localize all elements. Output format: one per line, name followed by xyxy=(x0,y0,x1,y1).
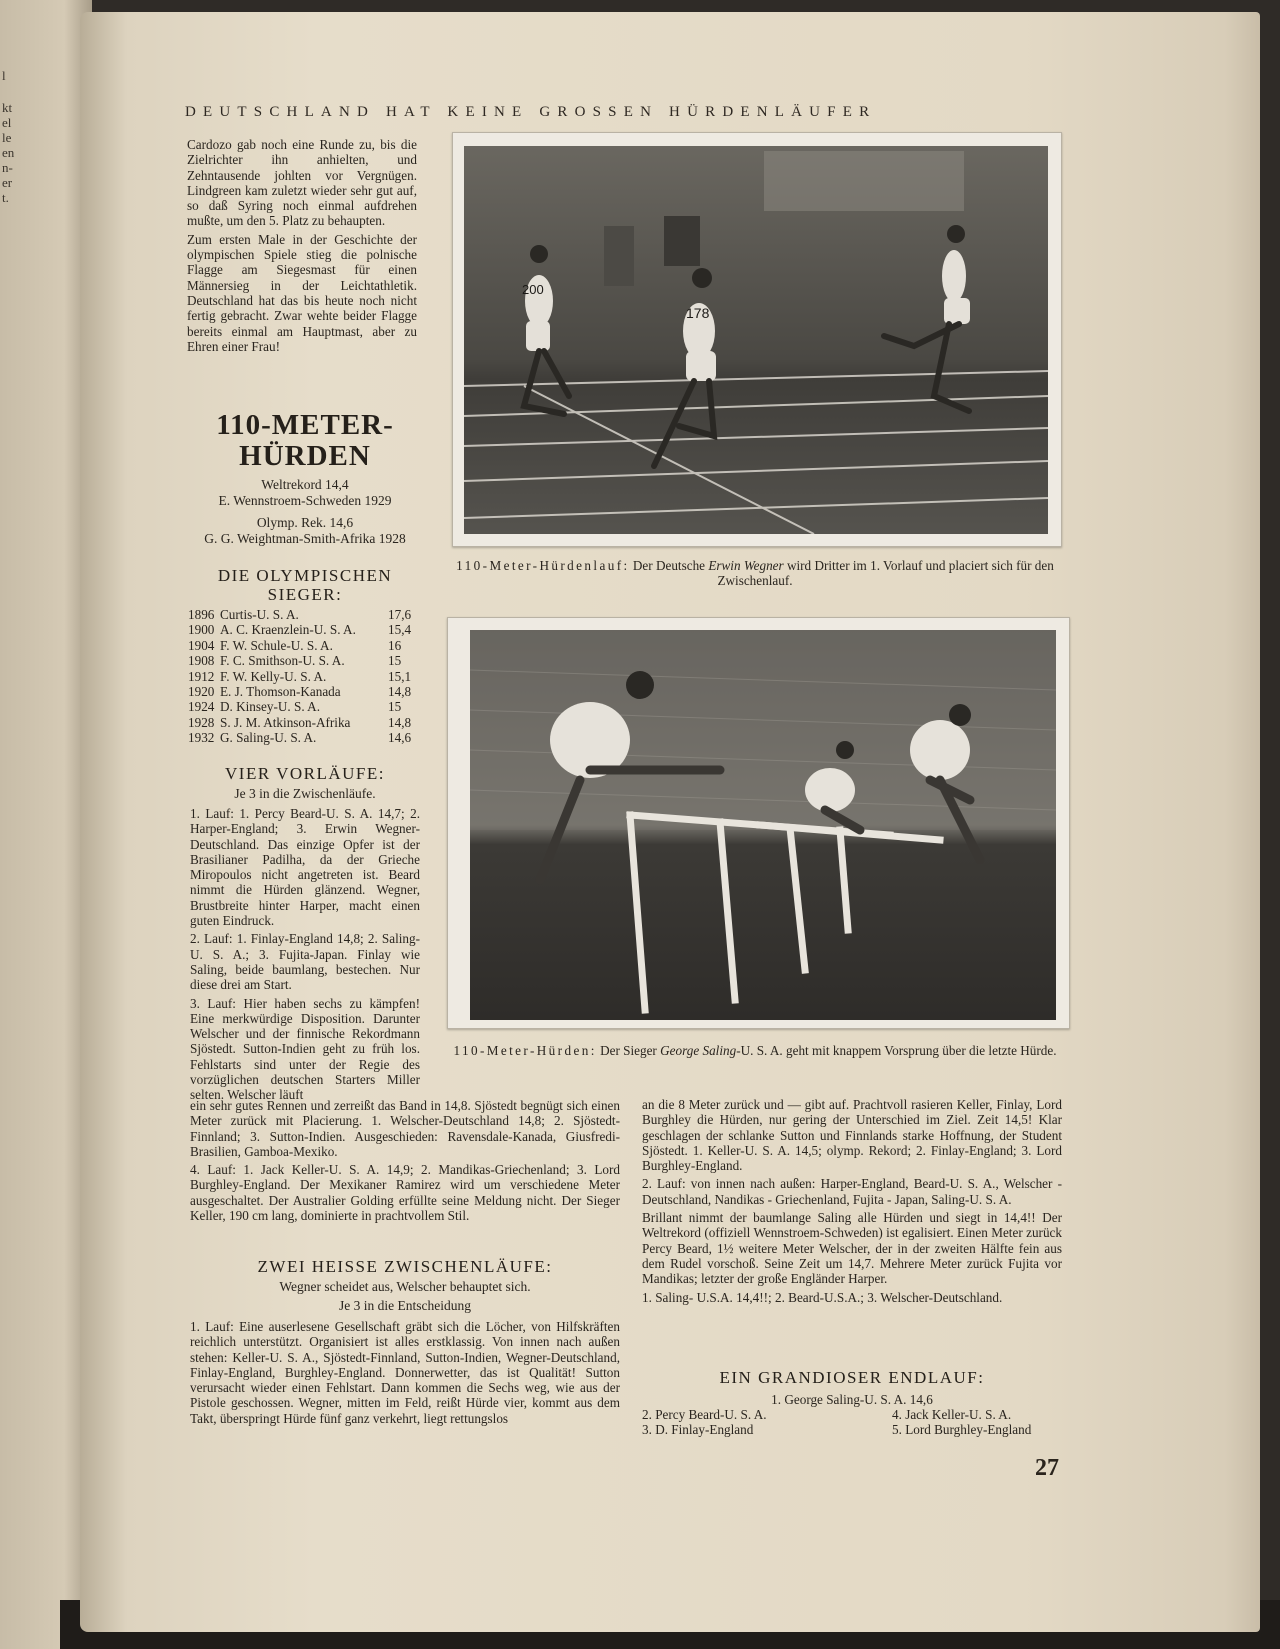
winner-name: Curtis-U. S. A. xyxy=(220,607,299,622)
winner-row xyxy=(188,715,420,730)
caption-label: 110-Meter-Hürden: xyxy=(453,1043,597,1058)
section-title xyxy=(185,410,425,472)
final-heading: EIN GRANDIOSER ENDLAUF: xyxy=(719,1368,985,1387)
winner-name: S. J. M. Atkinson-Afrika xyxy=(220,714,351,730)
heat-paragraph: 3. Lauf: Hier haben sechs zu kämpfen! Eine merkwürdige Disposition. Darunter Welscher und der finnische Rekordmann Sjöstedt. Sutton-Indien geht zu früh los. Fehlstarts sind unter der Regie des vorzüglichen deutschen Starters Miller selten. Welscher läuft xyxy=(190,995,420,1103)
hurdles-photo-1 xyxy=(452,132,1062,547)
title-line: 110-METER- xyxy=(216,409,394,441)
winner-name: G. Saling-U. S. A. xyxy=(220,730,317,746)
winners-heading xyxy=(180,566,430,604)
winner-year: 1900 xyxy=(188,622,215,638)
title-line: HÜRDEN xyxy=(239,440,371,472)
records-block xyxy=(180,477,430,547)
page-number: 27 xyxy=(1035,1455,1059,1481)
final-place: 3. D. Finlay-England xyxy=(642,1422,754,1437)
winner-time: 15 xyxy=(388,699,402,715)
left-page-edge xyxy=(0,0,92,1649)
winner-name: F. C. Smithson-U. S. A. xyxy=(220,653,345,669)
world-record-holder: E. Wennstroem-Schweden 1929 xyxy=(218,493,392,508)
winner-name: F. W. Schule-U. S. A. xyxy=(220,637,333,653)
winner-row xyxy=(188,699,420,714)
left-fragment: n- xyxy=(2,160,13,175)
left-fragment: le xyxy=(2,130,12,145)
hurdles-photo-2 xyxy=(447,617,1070,1029)
final-results xyxy=(642,1392,1062,1437)
winner-row xyxy=(188,638,420,653)
winner-row xyxy=(188,730,420,745)
world-record: Weltrekord 14,4 xyxy=(261,477,349,492)
winner-time: 17,6 xyxy=(388,607,412,622)
final-winner: 1. George Saling-U. S. A. 14,6 xyxy=(771,1392,933,1407)
running-header: DEUTSCHLAND HAT KEINE GROSSEN HÜRDENLÄUFER xyxy=(185,104,877,120)
caption-text: Der Sieger xyxy=(600,1043,657,1058)
intro-paragraph: Cardozo gab noch eine Runde zu, bis die Zielrichter ihn anhielten, und Zehntausende johlten vor Vergnügen. Lindgreen kam zuletzt wieder sehr gut auf, so daß Syring noch einmal aufdrehen mußte, um den 5. Platz zu behaupten. xyxy=(187,137,417,229)
winners-heading-line: SIEGER: xyxy=(267,585,343,604)
winner-time: 15,4 xyxy=(388,622,412,638)
semis-subtitle: Wegner scheidet aus, Welscher behauptet sich. xyxy=(279,1279,531,1294)
caption-text: wird Dritter im 1. Vorlauf und placiert sich für den Zwischenlauf. xyxy=(717,558,1054,588)
caption-text: Der Deutsche xyxy=(632,558,706,573)
winner-time: 16 xyxy=(388,637,402,653)
photo-1-caption xyxy=(440,558,1070,588)
final-place: 2. Percy Beard-U. S. A. xyxy=(642,1407,767,1422)
heats-text xyxy=(190,806,420,1106)
left-fragment: t. xyxy=(2,190,9,205)
caption-text: -U. S. A. geht mit knappem Vorsprung über die letzte Hürde. xyxy=(736,1043,1057,1058)
right-paragraph: 1. Saling- U.S.A. 14,4!!; 2. Beard-U.S.A.; 3. Welscher-Deutschland. xyxy=(642,1289,1003,1305)
heat-paragraph: 2. Lauf: 1. Finlay-England 14,8; 2. Saling-U. S. A.; 3. Fujita-Japan. Finlay wie Saling, beide baumlang, bestechen. Nur diese drei am Start. xyxy=(190,931,420,993)
winner-row xyxy=(188,653,420,668)
semis-subtitle: Je 3 in die Entscheidung xyxy=(339,1298,471,1313)
bib-number: 200 xyxy=(522,282,544,297)
heats-heading: VIER VORLÄUFE: xyxy=(225,764,385,783)
caption-name: Erwin Wegner xyxy=(708,558,784,573)
heat-paragraph: ein sehr gutes Rennen und zerreißt das Band in 14,8. Sjöstedt begnügt sich einen Meter zurück mit Placierung. 1. Welscher-Deutschland 14,8; 2. Sjöstedt-Finnland; 3. Sutton-Indien. Ausgeschieden: Ravensdale-Kanada, Giusfredi-Brasilien, Gamboa-Mexiko. xyxy=(190,1098,620,1159)
final-place: 4. Jack Keller-U. S. A. xyxy=(892,1407,1012,1422)
heat-paragraph: 4. Lauf: 1. Jack Keller-U. S. A. 14,9; 2. Mandikas-Griechenland; 3. Lord Burghley-England. Der Mexikaner Ramirez wird um verschiedene Meter ausgeschaltet. Der Australier Golding erfüllte seine Meldung nicht. Der Sieger Keller, 190 cm lang, dominierte in prachtvollem Stil. xyxy=(190,1162,620,1224)
right-paragraph: an die 8 Meter zurück und — gibt auf. Prachtvoll rasieren Keller, Finlay, Lord Burghley die Hürden, nur gering der Unterschied im Ziel. Zeit 14,5! Klar geschlagen der schlanke Sutton und Finnlands starke Hoffnung, der Student Sjöstedt. 1. Keller-U. S. A. 14,5; olymp. Rekord; 2. Finlay-England; 3. Lord Burghley-England. xyxy=(642,1097,1062,1174)
semis-paragraph: 1. Lauf: Eine auserlesene Gesellschaft gräbt sich die Löcher, von Hilfskräften reichlich unterstützt. Organisiert ist alles erstklassig. Von innen nach außen stehen: Keller-U. S. A., Sjöstedt-Finnland, Sutton-Indien, Wegner-Deutschland, Finlay-England, Burghley-England. Donnerwetter, das ist Qualität! Sutton verursacht wieder einen Fehlstart. Dann kommen die Sechs weg, wie aus der Pistole geschossen. Wegner, mitten im Feld, reißt Hürde vier, kommt aus dem Takt, überspringt Hürde fünf ganz verkehrt, liegt rettungslos xyxy=(190,1319,620,1426)
heats-continued xyxy=(190,1098,620,1226)
right-paragraph: Brillant nimmt der baumlange Saling alle Hürden und siegt in 14,4!! Der Weltrekord (offiziell Wennstroem-Schweden) ist egalisiert. Einen Meter zurück Percy Beard, 1½ weitere Meter Welscher, der in der zweiten Hälfte fein aus dem Rudel vorschoß. Seine Zeit um 14,7. Mehrere Meter zurück Fujita vor Mandikas; letzter der große Engländer Harper. xyxy=(642,1210,1062,1287)
left-fragment: l xyxy=(2,68,6,83)
winner-time: 14,8 xyxy=(388,684,412,700)
olympic-record-holder: G. G. Weightman-Smith-Afrika 1928 xyxy=(204,531,406,546)
winner-row xyxy=(188,684,420,699)
winner-row xyxy=(188,607,420,622)
left-fragment: en xyxy=(2,145,15,160)
winner-year: 1932 xyxy=(188,730,215,746)
photo-2-caption xyxy=(440,1043,1070,1058)
winner-time: 14,6 xyxy=(388,730,412,746)
winner-year: 1920 xyxy=(188,684,215,700)
caption-name: George Saling xyxy=(660,1043,737,1058)
semis-text xyxy=(190,1319,620,1429)
heats-subtitle: Je 3 in die Zwischenläufe. xyxy=(234,786,376,801)
winner-year: 1924 xyxy=(188,699,215,715)
winner-name: F. W. Kelly-U. S. A. xyxy=(220,668,327,684)
right-column-text xyxy=(642,1097,1062,1308)
heat-paragraph: 1. Lauf: 1. Percy Beard-U. S. A. 14,7; 2. Harper-England; 3. Erwin Wegner-Deutschland. Das einzige Opfer ist der Brasilianer Padilha, da der Grieche Miropoulos nicht angetreten ist. Beard nimmt die Hürden glänzend. Wegner, Brustbreite hinter Harper, macht einen guten Eindruck. xyxy=(190,806,420,929)
winner-row xyxy=(188,669,420,684)
winner-row xyxy=(188,622,420,637)
left-fragment: el xyxy=(2,115,12,130)
intro-text xyxy=(187,137,417,357)
semis-heading: ZWEI HEISSE ZWISCHENLÄUFE: xyxy=(257,1257,553,1276)
winner-time: 14,8 xyxy=(388,714,412,730)
left-fragment: er xyxy=(2,175,13,190)
left-fragment: kt xyxy=(2,100,13,115)
winner-year: 1896 xyxy=(188,607,215,622)
winner-year: 1928 xyxy=(188,714,215,730)
bib-number: 178 xyxy=(686,305,710,321)
final-place: 5. Lord Burghley-England xyxy=(892,1422,1032,1437)
photo-1-image xyxy=(464,146,1048,534)
winner-time: 15 xyxy=(388,653,402,669)
winners-list xyxy=(188,607,420,746)
winners-heading-line: DIE OLYMPISCHEN xyxy=(217,566,393,585)
winner-year: 1912 xyxy=(188,668,215,684)
caption-label: 110-Meter-Hürdenlauf: xyxy=(456,558,630,573)
winner-name: E. J. Thomson-Kanada xyxy=(220,684,341,700)
winner-name: A. C. Kraenzlein-U. S. A. xyxy=(220,622,356,638)
olympic-record: Olymp. Rek. 14,6 xyxy=(256,515,354,530)
right-paragraph: 2. Lauf: von innen nach außen: Harper-England, Beard-U. S. A., Welscher - Deutschland, Nandikas - Griechenland, Fujita - Japan, Saling-U. S. A. xyxy=(642,1176,1062,1207)
winner-name: D. Kinsey-U. S. A. xyxy=(220,699,321,715)
winner-year: 1908 xyxy=(188,653,215,669)
winner-time: 15,1 xyxy=(388,668,412,684)
photo-2-image xyxy=(470,630,1056,1020)
winner-year: 1904 xyxy=(188,637,215,653)
intro-paragraph: Zum ersten Male in der Geschichte der olympischen Spiele stieg die polnische Flagge am Siegesmast für einen Männersieg in der Leichtathletik. Deutschland hat das bis heute noch nicht fertig gebracht. Zwar wehte beider Flagge bereits einmal am Hauptmast, aber zu Ehren einer Frau! xyxy=(187,231,417,354)
